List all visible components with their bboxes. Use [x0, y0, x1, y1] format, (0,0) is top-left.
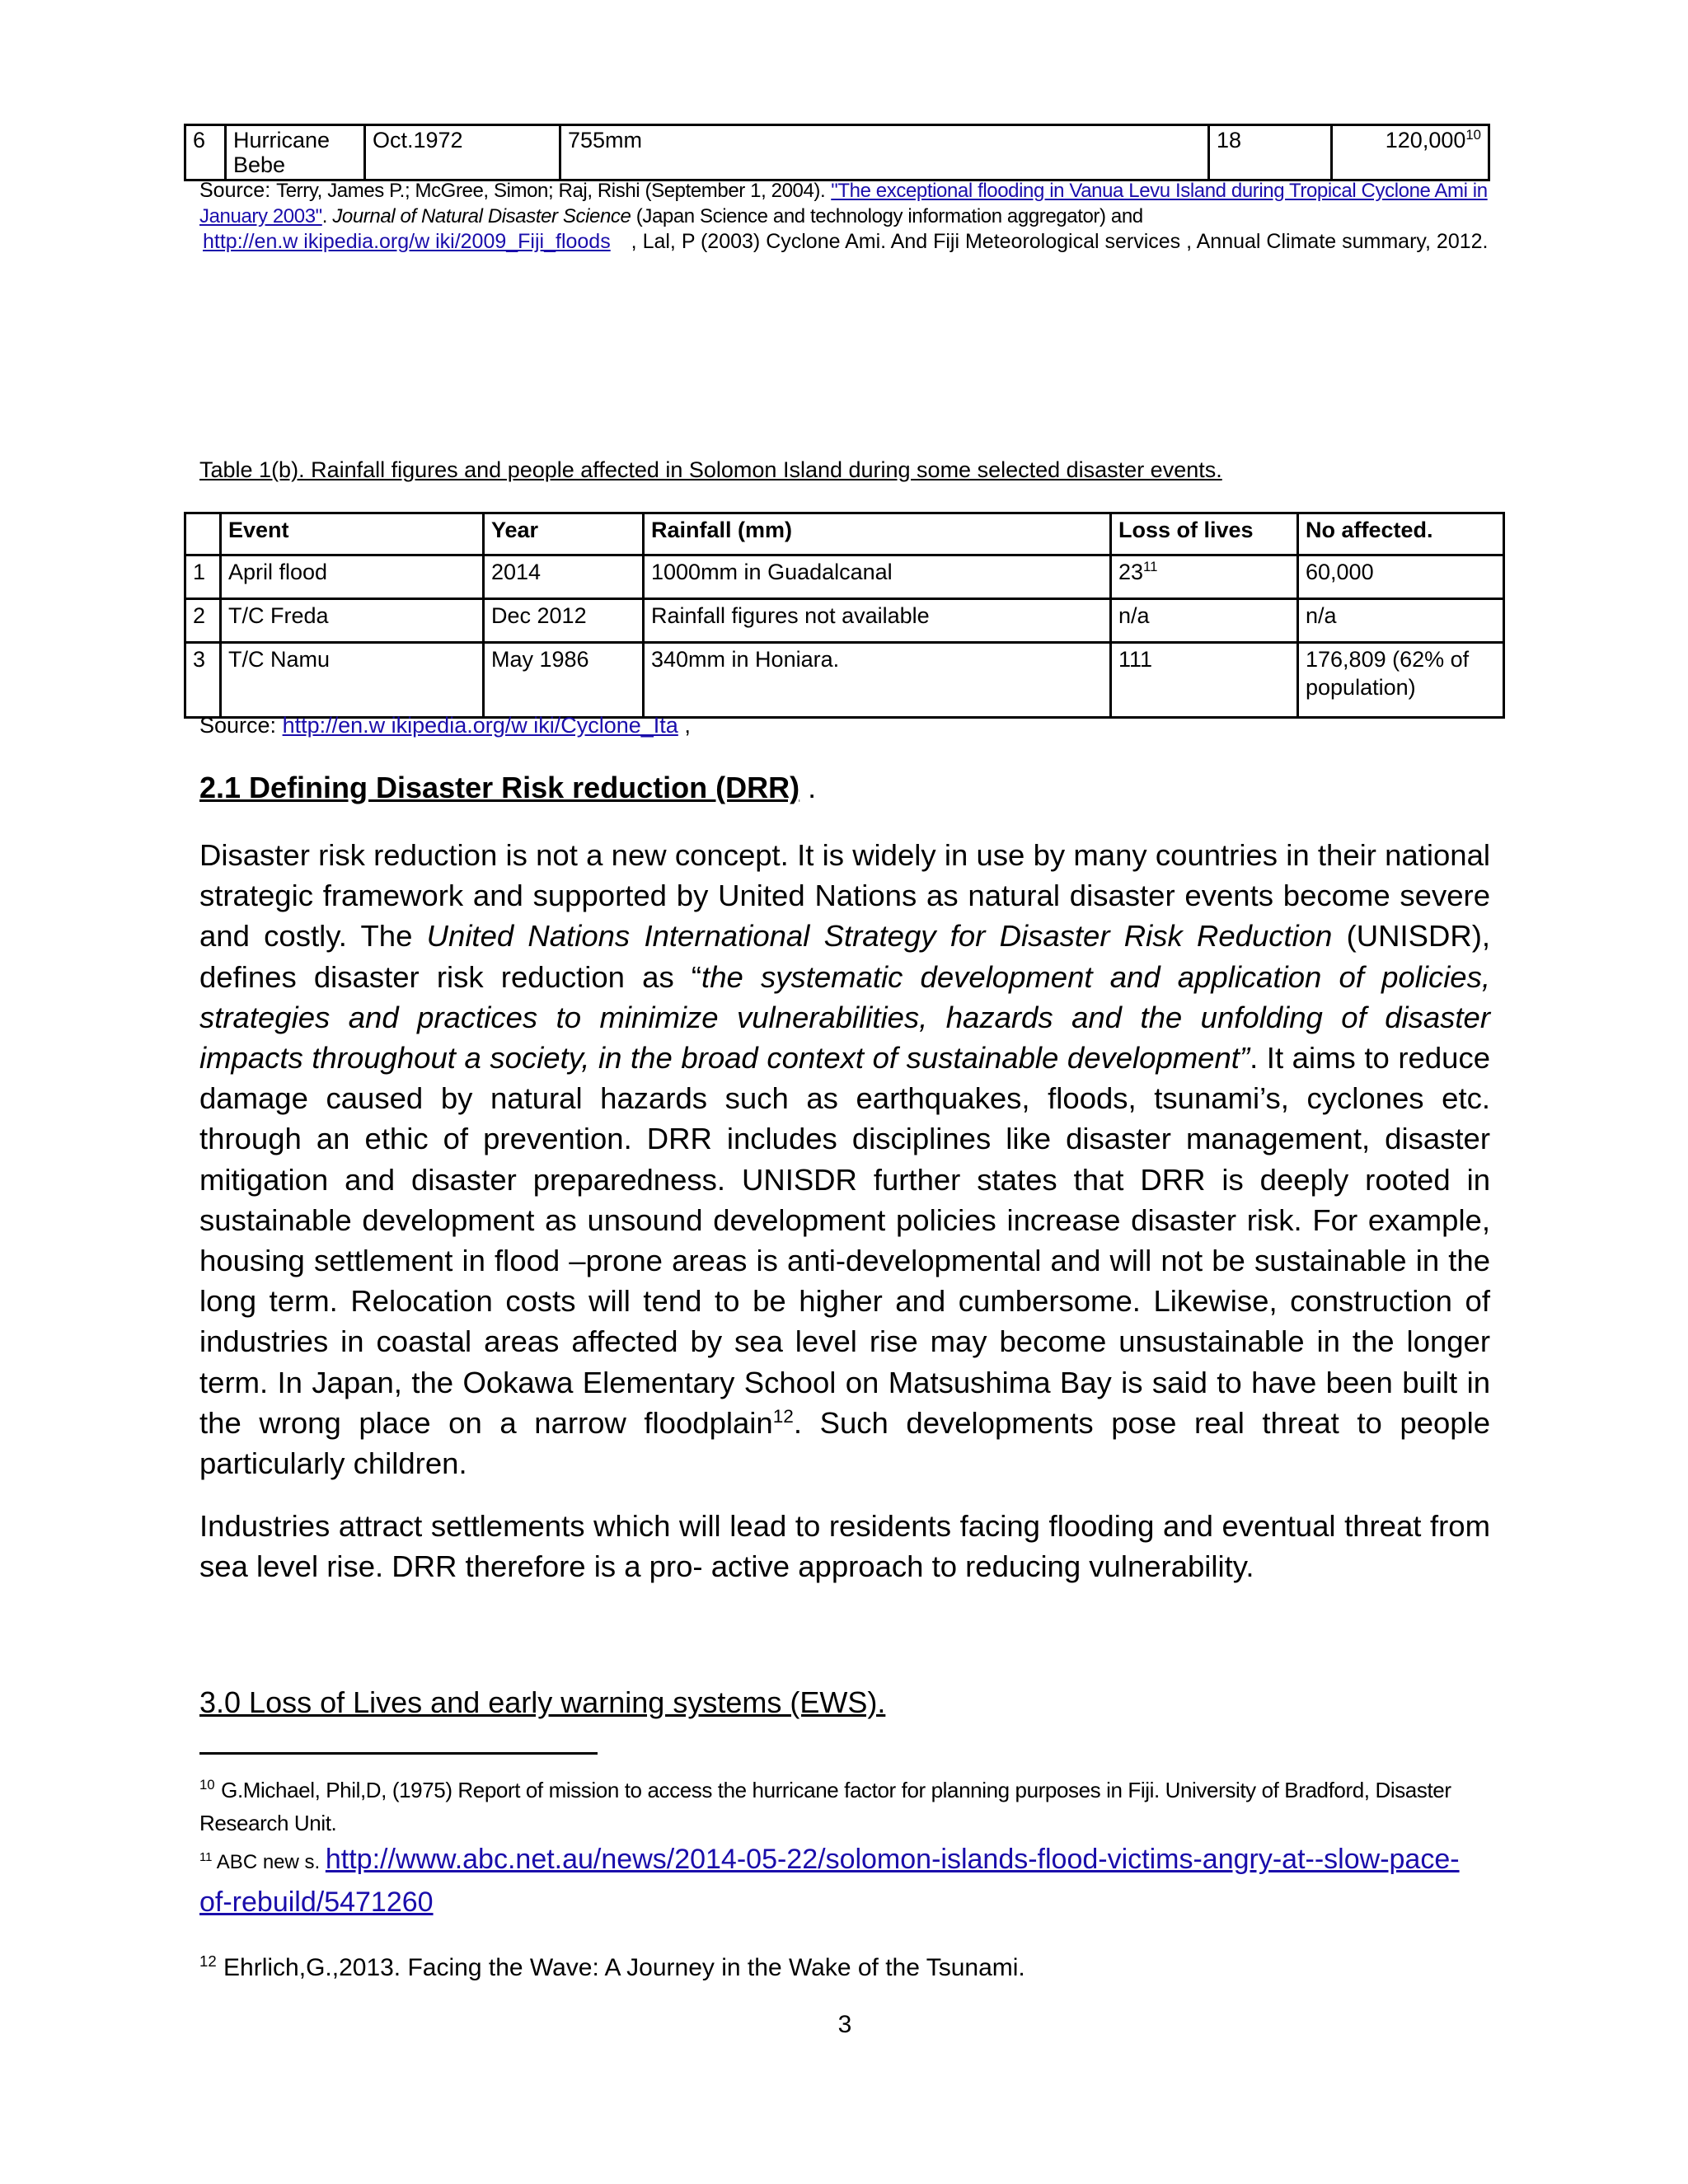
cell-date: Oct.1972	[365, 125, 560, 180]
cell-rainfall: 755mm	[560, 125, 1209, 180]
table-header-row	[185, 513, 1504, 555]
cell-lives: 18	[1209, 125, 1332, 180]
table-1b	[184, 512, 1505, 719]
abc-news-link[interactable]: http://www.abc.net.au/news/2014-05-22/solomon-islands-flood-victims-angry-at--slow-pace-of-rebuild/5471260	[199, 1844, 1460, 1918]
section-2-1-heading: 2.1 Defining Disaster Risk reduction (DRR) .	[199, 771, 817, 804]
table-row: 1 April flood 2014 1000mm in Guadalcanal $23^{11}$ 60,000	[185, 555, 1504, 599]
table-row: 3 T/C Namu May 1986 340mm in Honiara. 111 176,809 (62% of population)	[185, 643, 1504, 718]
header-no	[185, 513, 221, 555]
table-1b-caption: Table 1(b). Rainfall figures and people affected in Solomon Island during some selected disaster events.	[199, 457, 1222, 482]
table-1-source: Source: Terry, James P.; McGree, Simon; Raj, Rishi (September 1, 2004). "The exceptional flooding in Vanua Levu Island during Tropical Cyclone Ami in January 2003". Journal of Natural Disaster Science (Japan Science and technology information aggregator) and http://en.w ikipedia.org/w iki/2009_Fiji_floods , Lal, P (2003) Cyclone Ami. And Fiji Meteorological services , Annual Climate summary, 2012.	[199, 179, 1489, 253]
wiki-cyclone-ita-link[interactable]: http://en.w ikipedia.org/w iki/Cyclone_Ita	[282, 713, 678, 738]
section-2-1-paragraph-1: Disaster risk reduction is not a new concept. It is widely in use by many countries in their national strategic framework and supported by United Nations as natural disaster events become severe and costly. The United Nations International Strategy for Disaster Risk Reduction (UNISDR), defines disaster risk reduction as “the systematic development and application of policies, strategies and practices to minimize vulnerabilities, hazards and the unfolding of disaster impacts throughout a society, in the broad context of sustainable development”. It aims to reduce damage caused by natural hazards such as earthquakes, floods, tsunami’s, cyclones etc. through an ethic of prevention. DRR includes disciplines like disaster management, disaster mitigation and disaster preparedness. UNISDR further states that DRR is deeply rooted in sustainable development as unsound development policies increase disaster risk. For example, housing settlement in flood –prone areas is anti-developmental and will not be sustainable in the long term. Relocation costs will tend to be higher and cumbersome. Likewise, construction of industries in coastal areas affected by sea level rise may become unsustainable in the longer term. In Japan, the Ookawa Elementary School on Matsushima Bay is said to have been built in the wrong place on a narrow floodplain$^{12}$. Such developments pose real threat to people particularly children.	[199, 838, 1491, 1481]
section-2-1-paragraph-2: Industries attract settlements which will lead to residents facing flooding and eventual threat from sea level rise. DRR therefore is a pro- active approach to reducing vulnerability.	[199, 1509, 1490, 1584]
footnote-ref-12: 12	[772, 1405, 794, 1427]
cell-affected: 120,000$^{10}$	[1332, 125, 1489, 180]
header-no-affected: No affected.	[1298, 513, 1504, 555]
article-link[interactable]: "The exceptional flooding in Vanua Levu Island during Tropical Cyclone Ami in January 2003"	[199, 180, 1488, 227]
footnote-ref-10: 10	[1465, 127, 1481, 143]
header-event: Event	[221, 513, 484, 555]
table-row	[185, 125, 1489, 180]
header-loss-of-lives: Loss of lives	[1111, 513, 1298, 555]
footnote-10: $^{10}$ G.Michael, Phil,D, (1975) Report of mission to access the hurricane factor for planning purposes in Fiji. University of Bradford, Disaster Research Unit.	[199, 1777, 1451, 1835]
footnote-separator	[199, 1752, 598, 1755]
header-rainfall: Rainfall (mm)	[644, 513, 1111, 555]
footnote-ref-11: 11	[1143, 559, 1158, 574]
cell-no: 6	[185, 125, 226, 180]
table-1-continuation	[184, 124, 1490, 181]
table-row: 2 T/C Freda Dec 2012 Rainfall figures not available n/a n/a	[185, 599, 1504, 643]
footnote-11: $^{11}$ ABC new s. http://www.abc.net.au/news/2014-05-22/solomon-islands-flood-victims-angry-at--slow-pace-of-rebuild/5471260	[199, 1844, 1460, 1918]
cell-event: Hurricane Bebe	[226, 125, 365, 180]
wiki-fiji-floods-link[interactable]: http://en.w ikipedia.org/w iki/2009_Fiji_floods	[203, 230, 611, 253]
table-1b-source: Source: http://en.w ikipedia.org/w iki/Cyclone_Ita ,	[199, 713, 691, 738]
header-year: Year	[484, 513, 644, 555]
footnote-12: $^{12}$ Ehrlich,G.,2013. Facing the Wave: A Journey in the Wake of the Tsunami.	[199, 1952, 1025, 1981]
page-number: 3	[837, 2011, 852, 2038]
journal-name: Journal of Natural Disaster Science	[332, 205, 631, 227]
section-3-0-heading: 3.0 Loss of Lives and early warning systems (EWS).	[199, 1685, 886, 1719]
